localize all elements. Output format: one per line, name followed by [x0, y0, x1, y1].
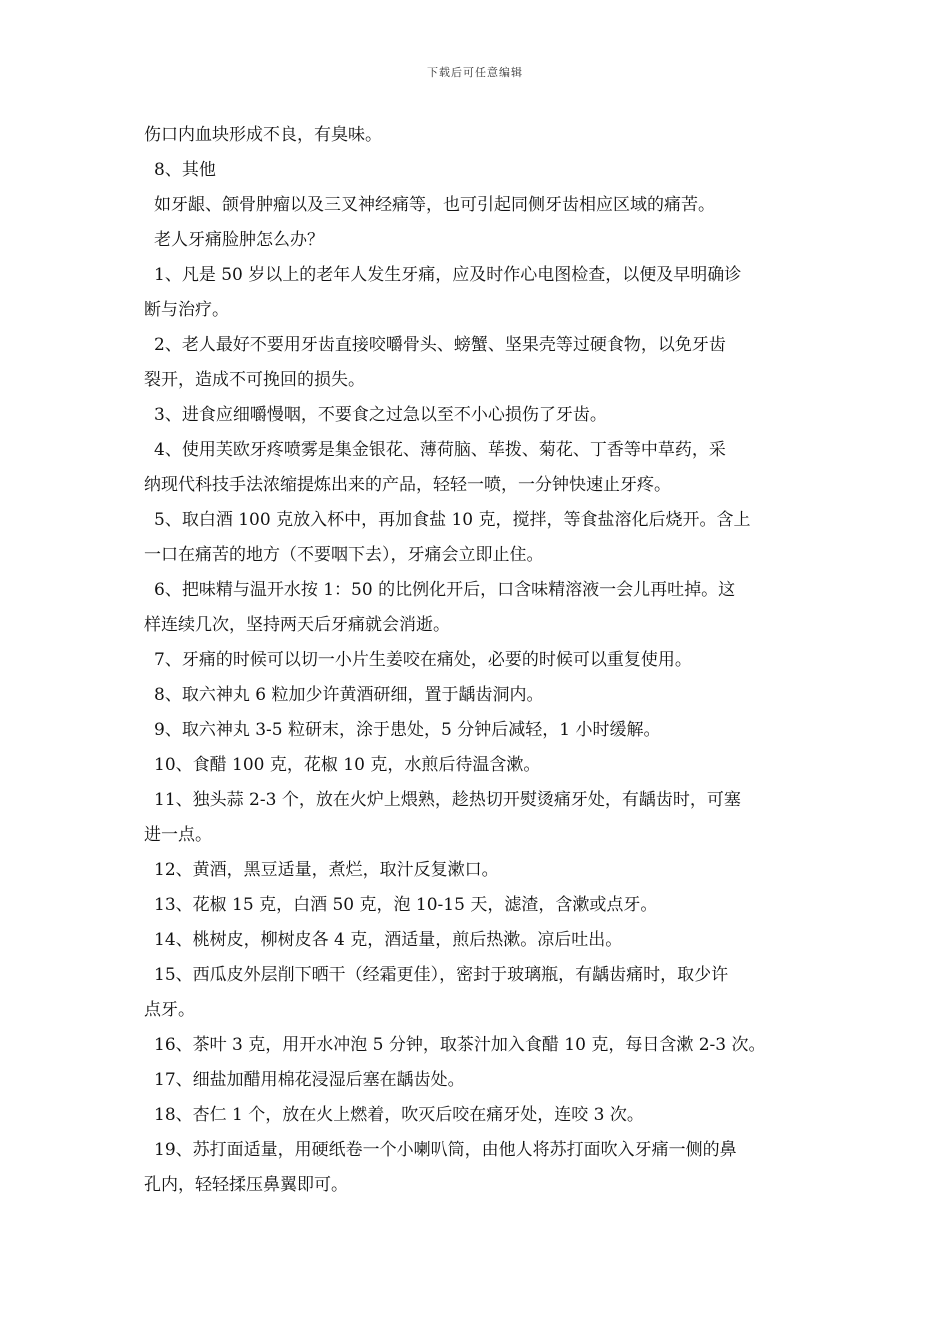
text-line: 9、取六神丸 3-5 粒研末，涂于患处，5 分钟后减轻，1 小时缓解。 [154, 720, 661, 740]
text-line: 如牙龈、颌骨肿瘤以及三叉神经痛等，也可引起同侧牙齿相应区域的痛苦。 [154, 195, 715, 215]
text-line: 4、使用芙欧牙疼喷雾是集金银花、薄荷脑、荜拨、菊花、丁香等中草药，采 [154, 440, 726, 460]
text-line: 断与治疗。 [144, 300, 229, 320]
document-body [144, 118, 812, 1203]
text-line: 12、黄酒，黑豆适量，煮烂，取汁反复漱口。 [154, 860, 499, 880]
page-header: 下载后可任意编辑 [427, 66, 523, 79]
text-line: 伤口内血块形成不良，有臭味。 [144, 125, 382, 145]
text-line: 样连续几次，坚持两天后牙痛就会消逝。 [144, 615, 450, 635]
text-line: 17、细盐加醋用棉花浸湿后塞在龋齿处。 [154, 1070, 465, 1090]
text-line: 11、独头蒜 2-3 个，放在火炉上煨熟，趁热切开熨烫痛牙处，有龋齿时，可塞 [154, 790, 741, 810]
text-line: 14、桃树皮，柳树皮各 4 克，酒适量，煎后热漱。凉后吐出。 [154, 930, 623, 950]
text-line: 15、西瓜皮外层削下晒干（经霜更佳），密封于玻璃瓶，有龋齿痛时，取少许 [154, 965, 729, 985]
text-line: 10、食醋 100 克，花椒 10 克，水煎后待温含漱。 [154, 755, 541, 775]
text-line: 8、取六神丸 6 粒加少许黄酒研细，置于龋齿洞内。 [154, 685, 544, 705]
text-line: 老人牙痛脸肿怎么办？ [154, 230, 324, 250]
text-line: 7、牙痛的时候可以切一小片生姜咬在痛处，必要的时候可以重复使用。 [154, 650, 692, 670]
text-line: 3、进食应细嚼慢咽，不要食之过急以至不小心损伤了牙齿。 [154, 405, 607, 425]
text-line: 13、花椒 15 克，白酒 50 克，泡 10-15 天，滤渣，含漱或点牙。 [154, 895, 658, 915]
text-line: 19、苏打面适量，用硬纸卷一个小喇叭筒，由他人将苏打面吹入牙痛一侧的鼻 [154, 1140, 737, 1160]
text-line: 1、凡是 50 岁以上的老年人发生牙痛，应及时作心电图检查，以便及早明确诊 [154, 265, 742, 285]
text-line: 8、其他 [154, 160, 216, 180]
text-line: 16、茶叶 3 克，用开水冲泡 5 分钟，取茶汁加入食醋 10 克，每日含漱 2-3 次。 [154, 1035, 766, 1055]
text-line: 进一点。 [144, 825, 212, 845]
text-line: 6、把味精与温开水按 1：50 的比例化开后，口含味精溶液一会儿再吐掉。这 [154, 580, 736, 600]
text-line: 纳现代科技手法浓缩提炼出来的产品，轻轻一喷，一分钟快速止牙疼。 [144, 475, 671, 495]
text-line: 孔内，轻轻揉压鼻翼即可。 [144, 1175, 348, 1195]
text-line: 点牙。 [144, 1000, 195, 1020]
text-line: 一口在痛苦的地方（不要咽下去），牙痛会立即止住。 [144, 545, 544, 565]
text-line: 18、杏仁 1 个，放在火上燃着，吹灭后咬在痛牙处，连咬 3 次。 [154, 1105, 644, 1125]
text-line: 裂开，造成不可挽回的损失。 [144, 370, 365, 390]
text-line: 5、取白酒 100 克放入杯中，再加食盐 10 克，搅拌，等食盐溶化后烧开。含上 [154, 510, 751, 530]
text-line: 2、老人最好不要用牙齿直接咬嚼骨头、螃蟹、坚果壳等过硬食物，以免牙齿 [154, 335, 726, 355]
